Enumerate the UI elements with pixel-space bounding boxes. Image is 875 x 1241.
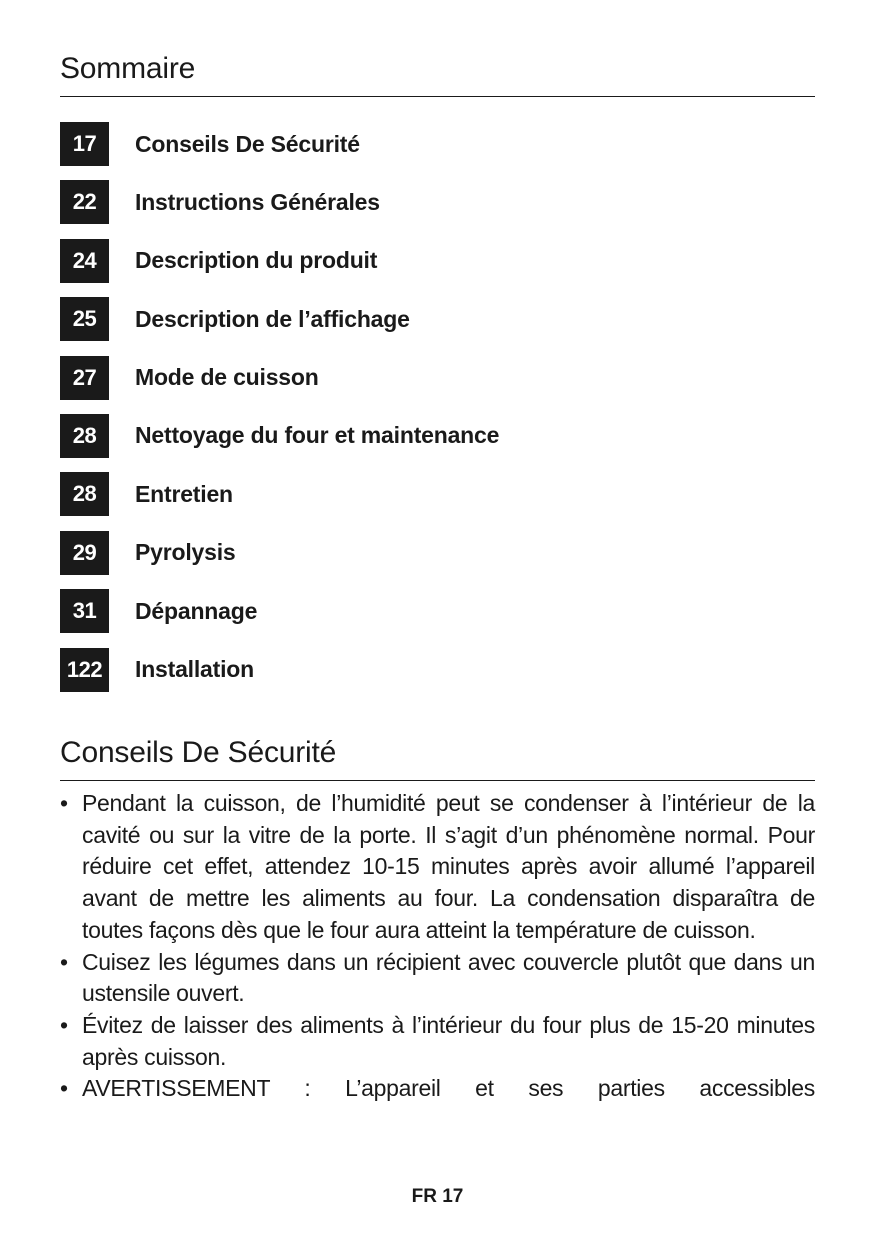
toc-title: Nettoyage du four et maintenance xyxy=(135,422,500,449)
toc-title: Instructions Générales xyxy=(135,188,380,215)
page-number: FR 17 xyxy=(411,1186,464,1207)
toc-item[interactable] xyxy=(60,356,815,400)
toc-title: Conseils De Sécurité xyxy=(135,130,360,157)
toc-title: Pyrolysis xyxy=(135,539,236,566)
toc-title: Description du produit xyxy=(135,247,378,274)
toc-item[interactable] xyxy=(60,122,815,166)
toc-page-badge: 27 xyxy=(60,356,109,400)
toc-page-badge: 24 xyxy=(60,239,109,283)
toc-page-badge: 28 xyxy=(60,472,109,516)
safety-bullet-list xyxy=(60,788,815,1105)
toc-title: Entretien xyxy=(135,480,233,507)
safety-bullet-text: Pendant la cuisson, de l’humidité peut se condenser à l’intérieur de la cavité ou sur la vitre de la porte. Il s’agit d’un phénomène normal. Pour réduire cet effet, attendez 10-15 minutes après avoir allumé l’appareil avant de mettre les aliments au four. La condensation disparaîtra de toutes façons dès que le four aura atteint la température de cuisson. xyxy=(82,790,815,943)
toc-page-badge: 22 xyxy=(60,180,109,224)
toc-item[interactable] xyxy=(60,180,815,224)
toc-page-badge: 28 xyxy=(60,414,109,458)
toc-item[interactable] xyxy=(60,472,815,516)
toc-page-badge: 17 xyxy=(60,122,109,166)
toc-page-badge: 31 xyxy=(60,589,109,633)
toc-title: Description de l’affichage xyxy=(135,305,410,332)
toc-item[interactable] xyxy=(60,297,815,341)
bullet-icon: • xyxy=(60,948,68,975)
toc-page-badge: 25 xyxy=(60,297,109,341)
toc-title: Dépannage xyxy=(135,597,258,624)
toc-title: Mode de cuisson xyxy=(135,364,319,391)
bullet-icon: • xyxy=(60,790,68,816)
safety-bullet-text: Cuisez les légumes dans un récipient avec couvercle plutôt que dans un ustensile ouvert. xyxy=(82,948,815,1007)
toc-item[interactable] xyxy=(60,589,815,633)
bullet-icon: • xyxy=(60,1011,68,1038)
safety-bullet xyxy=(60,788,815,947)
toc-title: Installation xyxy=(135,656,255,683)
safety-heading: Conseils De Sécurité xyxy=(60,736,815,781)
safety-bullet-text: Évitez de laisser des aliments à l’intérieur du four plus de 15-20 minutes après cuisson. xyxy=(82,1011,815,1070)
safety-bullet-text: AVERTISSEMENT : L’appareil et ses parties accessibles xyxy=(82,1075,815,1102)
toc-item[interactable] xyxy=(60,239,815,283)
toc-item[interactable] xyxy=(60,648,815,692)
toc-page-badge: 29 xyxy=(60,531,109,575)
safety-bullet xyxy=(60,1010,815,1073)
toc-page-badge: 122 xyxy=(60,648,109,692)
safety-bullet xyxy=(60,1073,815,1105)
toc-item[interactable] xyxy=(60,414,815,458)
safety-bullet xyxy=(60,947,815,1010)
toc-heading: Sommaire xyxy=(60,52,815,97)
toc-item[interactable] xyxy=(60,531,815,575)
toc-list xyxy=(60,122,815,706)
bullet-icon: • xyxy=(60,1075,68,1102)
